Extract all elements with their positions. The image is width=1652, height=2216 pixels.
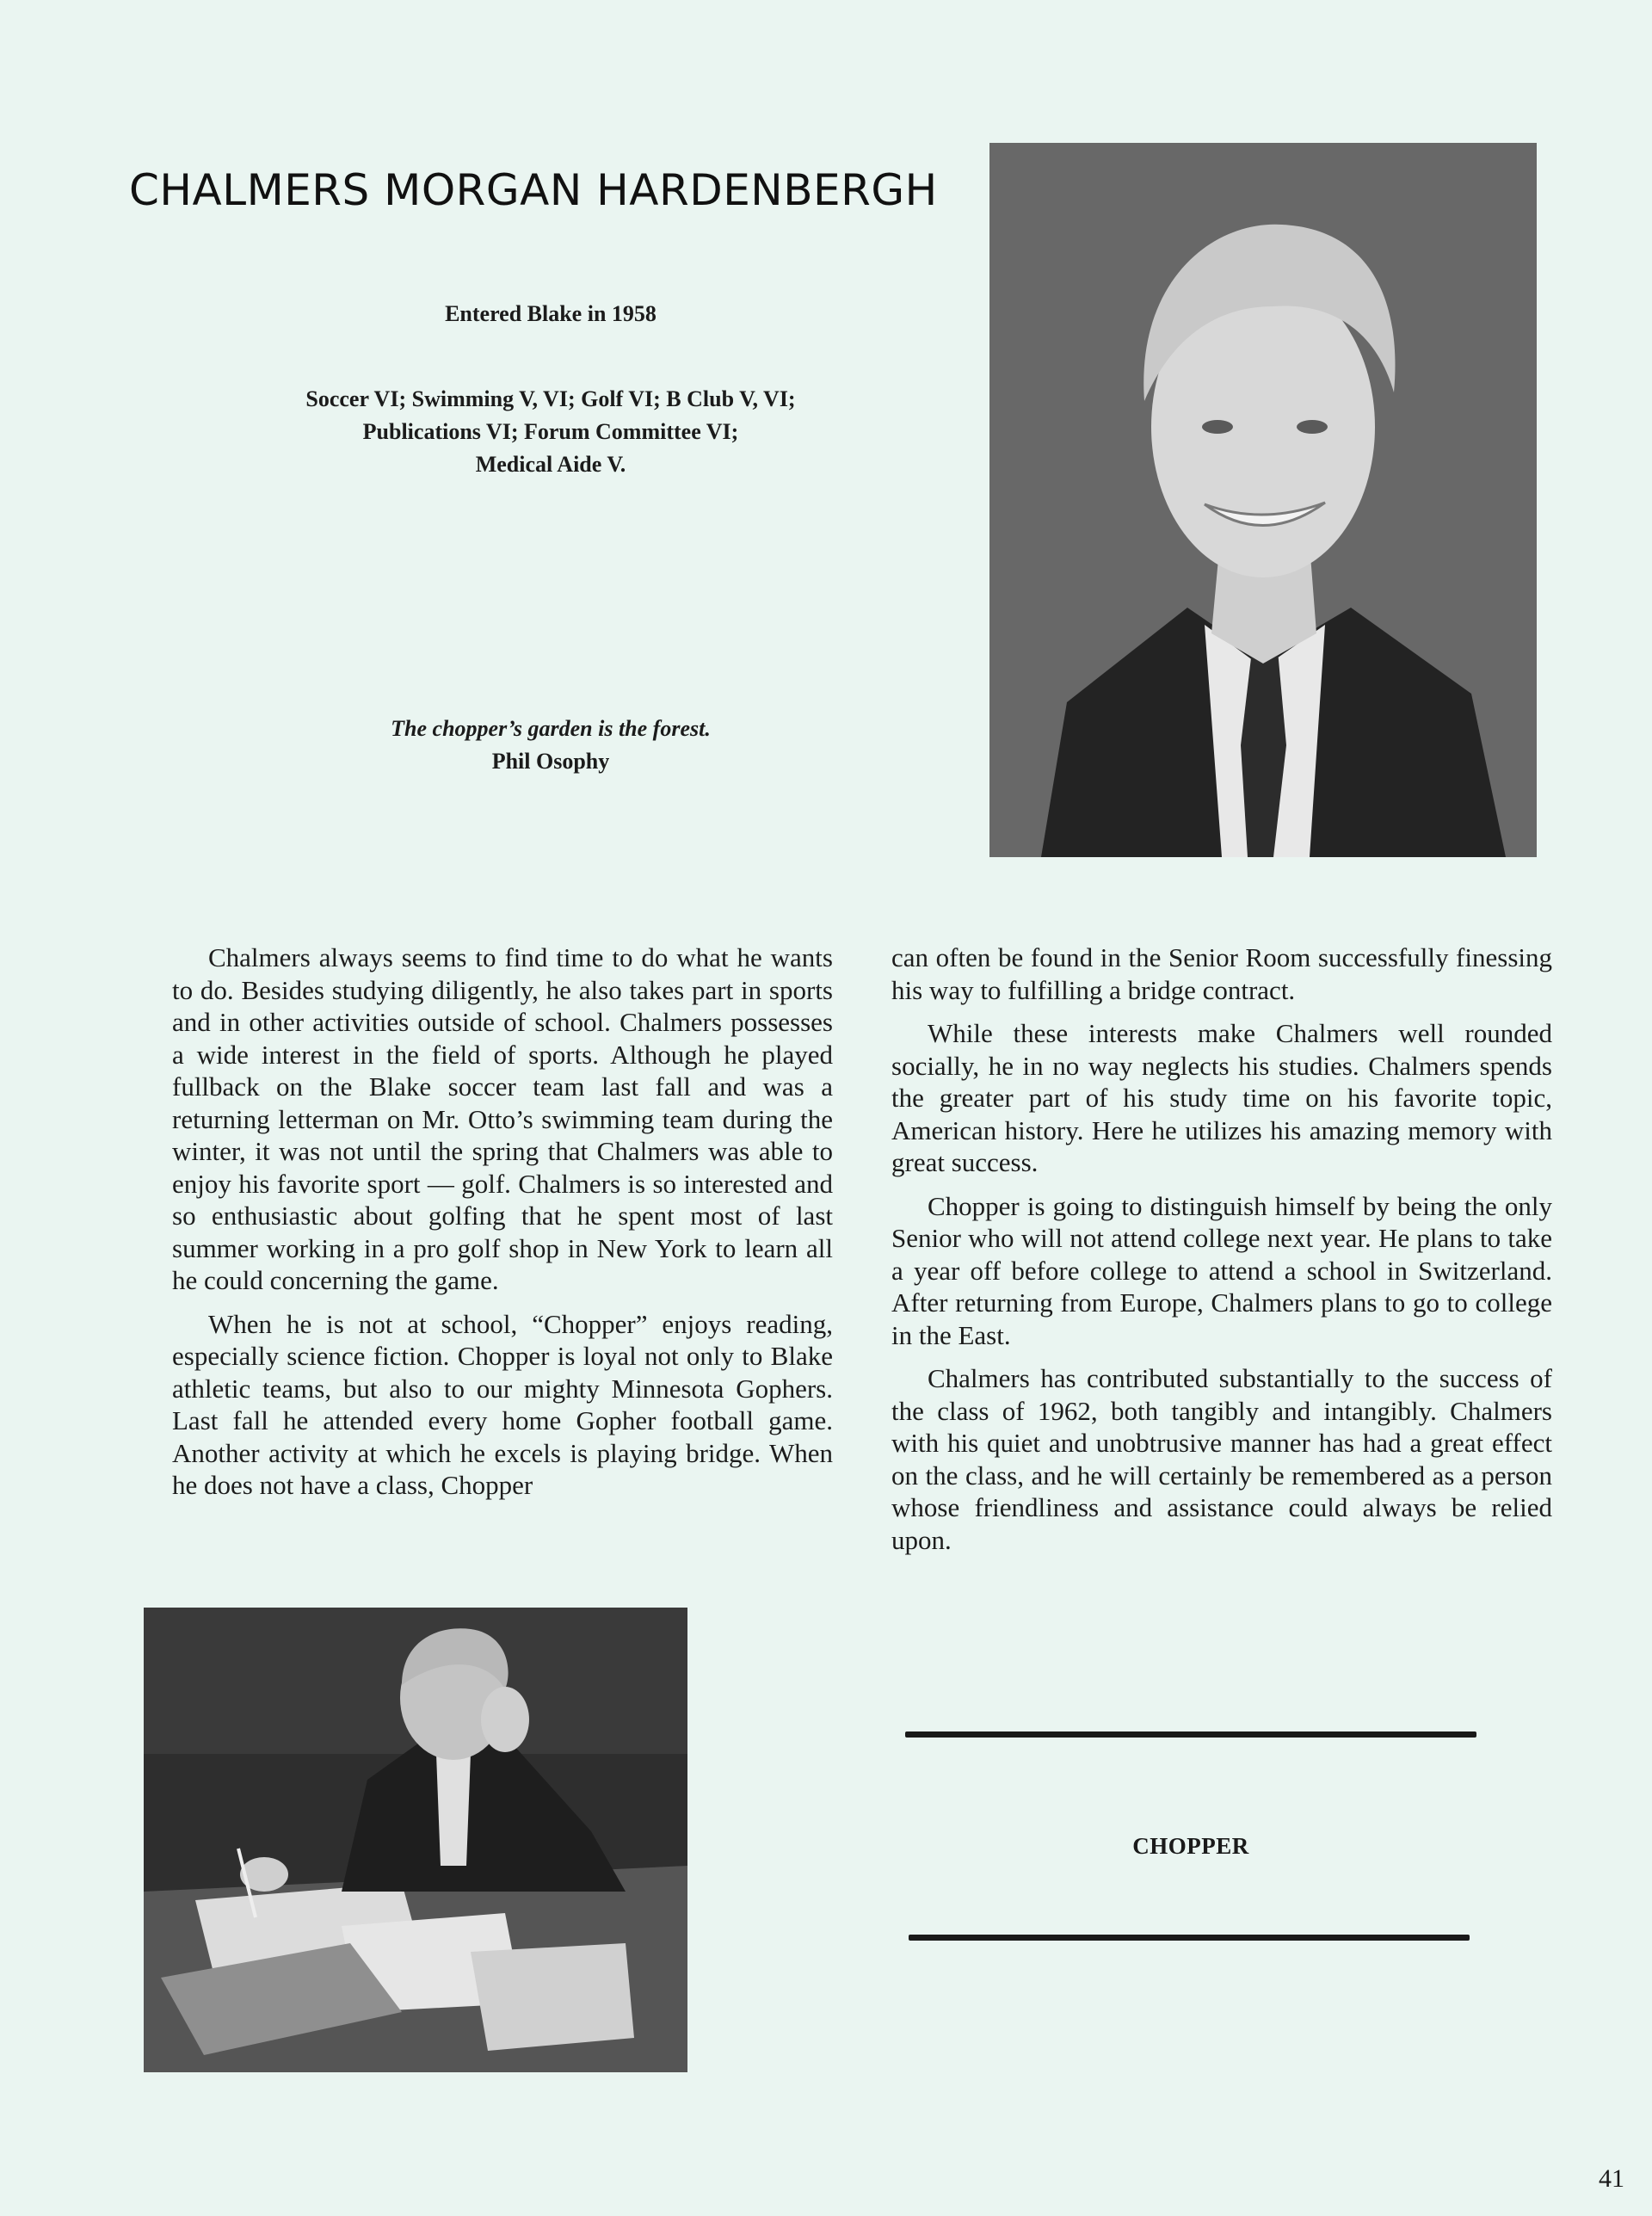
- biography-right-column: [891, 941, 1552, 1567]
- biography-paragraph: Chalmers has contributed substantially to the success of the class of 1962, both tangibly and intangibly. Chalmers with his quiet and unobtrusive manner has had a great effect on the class, and he will certainly be remembered as a person whose friendliness and assistance could always be relied upon.: [891, 1363, 1552, 1555]
- page-number: 41: [1599, 2164, 1624, 2193]
- candid-study-photo: [144, 1608, 687, 2072]
- study-illustration: [144, 1608, 687, 2072]
- activities-line: Medical Aide V.: [475, 452, 626, 477]
- student-name-heading: CHALMERS MORGAN HARDENBERGH: [129, 164, 938, 215]
- biography-paragraph: When he is not at school, “Chopper” enjoys reading, especially science fiction. Chopper is loyal not only to Blake athletic teams, but also to our mighty Minnesota Gophers. Last fall he attended every home Gopher football game. Another activity at which he excels is playing bridge. When he does not have a class, Chopper: [172, 1308, 833, 1500]
- biography-paragraph: While these interests make Chalmers well rounded socially, he in no way neglects his studies. Chalmers spends the greater part of his study time on his favorite topic, American history. Here he utilizes his amazing memory with great success.: [891, 1018, 1552, 1177]
- nickname-label: CHOPPER: [1132, 1833, 1249, 1859]
- portrait-illustration: [989, 143, 1537, 857]
- quote-text: The chopper’s garden is the forest.: [391, 716, 711, 741]
- biography-paragraph: Chalmers always seems to find time to do what he wants to do. Besides studying diligently, he also takes part in sports and in other activities outside of school. Chalmers possesses a wide interest in the field of sports. Although he played fullback on the Blake soccer team last fall and was a returning letterman on Mr. Otto’s swimming team during the winter, it was not until the spring that Chalmers was able to enjoy his favorite sport — golf. Chalmers is so interested and so enthusiastic about golfing that he spent most of last summer working in a pro golf shop in New York to learn all he could concerning the game.: [172, 942, 833, 1295]
- senior-portrait-photo: [989, 143, 1537, 857]
- senior-quote: [215, 713, 886, 778]
- activities-list: [215, 383, 886, 481]
- divider-rule: [909, 1935, 1470, 1941]
- activities-line: Publications VI; Forum Committee VI;: [362, 419, 739, 444]
- biography-paragraph: Chopper is going to distinguish himself by being the only Senior who will not attend college next year. He plans to take a year off before college to attend a school in Switzerland. After returning from Europe, Chalmers plans to go to college in the East.: [891, 1190, 1552, 1350]
- biography-paragraph: can often be found in the Senior Room successfully finessing his way to fulfilling a bridge contract.: [891, 942, 1552, 1005]
- activities-line: Soccer VI; Swimming V, VI; Golf VI; B Club V, VI;: [305, 386, 796, 411]
- quote-author: Phil Osophy: [491, 749, 610, 774]
- biography-left-column: [172, 941, 833, 1513]
- divider-rule: [905, 1731, 1476, 1738]
- entered-year: Entered Blake in 1958: [445, 301, 656, 326]
